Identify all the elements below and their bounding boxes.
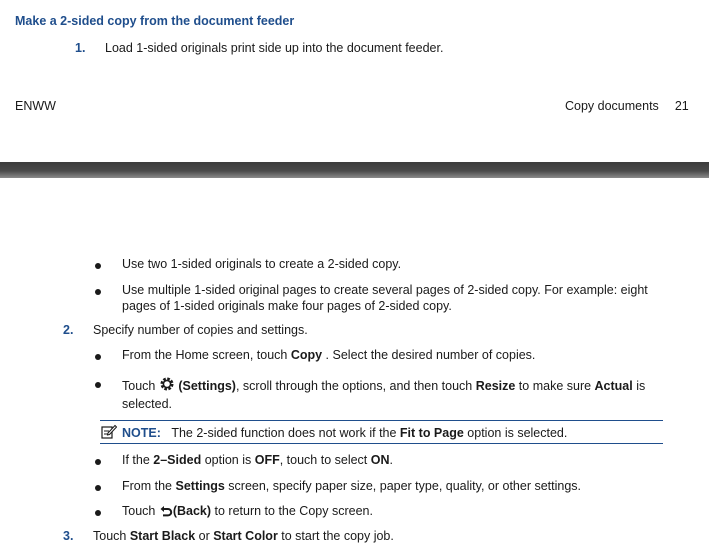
bullet-text: Use two 1-sided originals to create a 2-sided copy. [122, 257, 402, 271]
bullet-text: Use multiple 1-sided original pages to create several pages of 2-sided copy. For example: eight [122, 283, 648, 297]
instruction-back: Touch (Back) to return to the Copy screen. [122, 504, 373, 518]
settings-gear-icon [159, 376, 175, 392]
page-separator [0, 162, 709, 178]
note-pencil-icon [101, 424, 117, 439]
footer-left-label: ENWW [15, 99, 56, 113]
copy-keyword: Copy [290, 348, 323, 362]
footer-page-number: 21 [674, 99, 689, 113]
instruction-two-sided: If the 2–Sided option is OFF, touch to select ON. [122, 453, 393, 467]
bullet [95, 289, 101, 295]
section-title: Make a 2-sided copy from the document feeder [15, 14, 295, 28]
bullet [95, 510, 101, 516]
instruction-settings: Touch (Settings), scroll through the options, and then touch Resize to make sure Actual is [122, 376, 645, 393]
instruction-settings-continuation: selected. [122, 397, 173, 411]
step-3-text: Touch Start Black or Start Color to start the copy job. [93, 529, 394, 543]
bullet [95, 382, 101, 388]
note-text: NOTE: The 2-sided function does not work if the Fit to Page option is selected. [122, 426, 568, 440]
step-2-text: Specify number of copies and settings. [93, 323, 308, 337]
note-top-rule [100, 420, 663, 421]
step-1-text: Load 1-sided originals print side up into the document feeder. [105, 41, 444, 55]
note-label: NOTE: [122, 426, 161, 440]
footer-chapter-title: Copy documents [565, 99, 659, 113]
instruction-settings-screen: From the Settings screen, specify paper size, paper type, quality, or other settings. [122, 479, 582, 493]
step-number-3: 3. [63, 529, 74, 543]
step-number-1: 1. [75, 41, 86, 55]
bullet [95, 354, 101, 360]
bullet [95, 263, 101, 269]
instruction-copy: From the Home screen, touch Copy . Select the desired number of copies. [122, 348, 536, 362]
footer-right [565, 99, 689, 113]
bullet [95, 485, 101, 491]
bullet-text-continuation: pages of 1-sided originals make four pages of 2-sided copy. [122, 299, 452, 313]
back-arrow-icon [159, 504, 173, 517]
step-number-2: 2. [63, 323, 74, 337]
note-bottom-rule [100, 443, 663, 444]
bullet [95, 459, 101, 465]
